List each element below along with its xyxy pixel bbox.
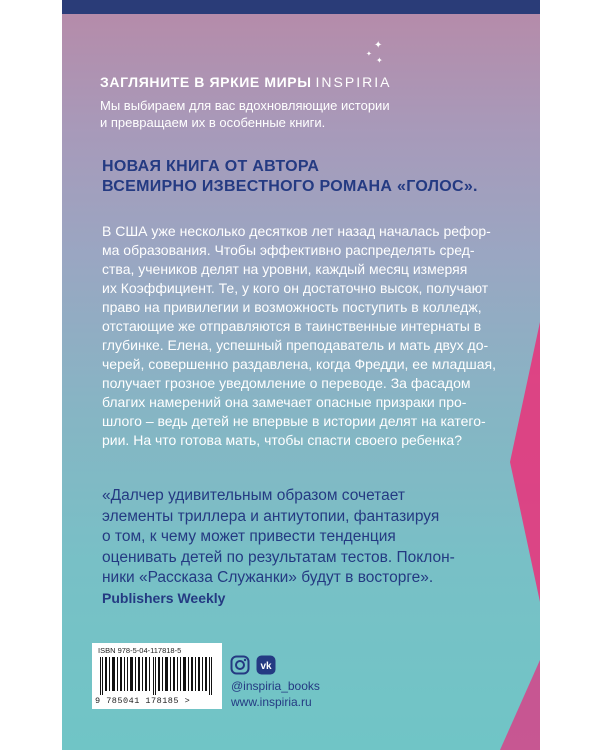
instagram-icon[interactable]	[230, 655, 250, 675]
synopsis-line: черей, совершенно раздавлена, когда Фредди, ее младшая,	[102, 356, 496, 372]
synopsis-line: их Коэффициент. Те, у кого он достаточно высок, получают	[102, 280, 489, 296]
synopsis-line: ма образования. Чтобы эффективно распределять сред-	[102, 242, 475, 258]
quote-line: «Далчер удивительным образом сочетает	[102, 487, 405, 504]
series-title	[100, 74, 391, 90]
pink-wedge-decoration-bottom	[500, 660, 540, 750]
quote-line: оценивать детей по результатам тестов. Поклон-	[102, 548, 455, 566]
headline	[102, 157, 522, 197]
quote-line: элементы триллера и антиутопии, фантазируя	[102, 507, 440, 525]
back-cover	[62, 0, 540, 750]
website-link[interactable]: www.inspiria.ru	[231, 695, 312, 709]
subtitle-line: и превращаем их в особенные книги.	[100, 115, 326, 130]
barcode-panel	[92, 643, 222, 709]
headline-line: ВСЕМИРНО ИЗВЕСТНОГО РОМАНА «ГОЛОС».	[102, 178, 478, 195]
synopsis-line: глубинке. Елена, успешный преподаватель и мать двух до-	[102, 337, 489, 353]
synopsis-line: отстающие же отправляются в таинственные интернаты в	[102, 318, 482, 334]
sparkle-icon: ✦ ✦ ✦	[366, 40, 383, 65]
vk-icon[interactable]	[256, 655, 276, 675]
synopsis	[102, 222, 512, 450]
series-subtitle	[100, 97, 520, 131]
synopsis-line: рии. На что готова мать, чтобы спасти своего ребенка?	[102, 432, 463, 448]
synopsis-line: право на привилегии и возможность поступить в колледж,	[102, 299, 482, 315]
series-title-text: ЗАГЛЯНИТЕ В ЯРКИЕ МИРЫ	[100, 74, 312, 90]
synopsis-line: ства, учеников делят на уровни, каждый месяц измеряя	[102, 261, 468, 277]
barcode-digits: 9 785041 178185 >	[95, 696, 191, 706]
barcode-graphic	[98, 657, 216, 695]
quote-source: Publishers Weekly	[102, 590, 226, 606]
synopsis-line: шлого – ведь детей не впервые в истории делят на катего-	[102, 413, 486, 429]
headline-line: НОВАЯ КНИГА ОТ АВТОРА	[102, 158, 320, 175]
social-handle[interactable]: @inspiria_books	[231, 679, 320, 693]
top-band	[62, 0, 540, 14]
synopsis-line: благих намерений она замечает опасные призраки про-	[102, 394, 467, 410]
quote-line: ники «Рассказа Служанки» будут в восторге».	[102, 569, 434, 586]
svg-text:vk: vk	[260, 661, 272, 672]
isbn-text: ISBN 978-5-04-117818-5	[98, 646, 182, 655]
subtitle-line: Мы выбираем для вас вдохновляющие истории	[100, 98, 390, 113]
synopsis-line: В США уже несколько десятков лет назад началась рефор-	[102, 223, 491, 239]
review-quote	[102, 486, 522, 589]
brand-name: INSPIRIA	[315, 74, 392, 90]
synopsis-line: получает грозное уведомление о переводе. За фасадом	[102, 375, 471, 391]
quote-line: о том, к чему может привести тенденция	[102, 528, 396, 545]
